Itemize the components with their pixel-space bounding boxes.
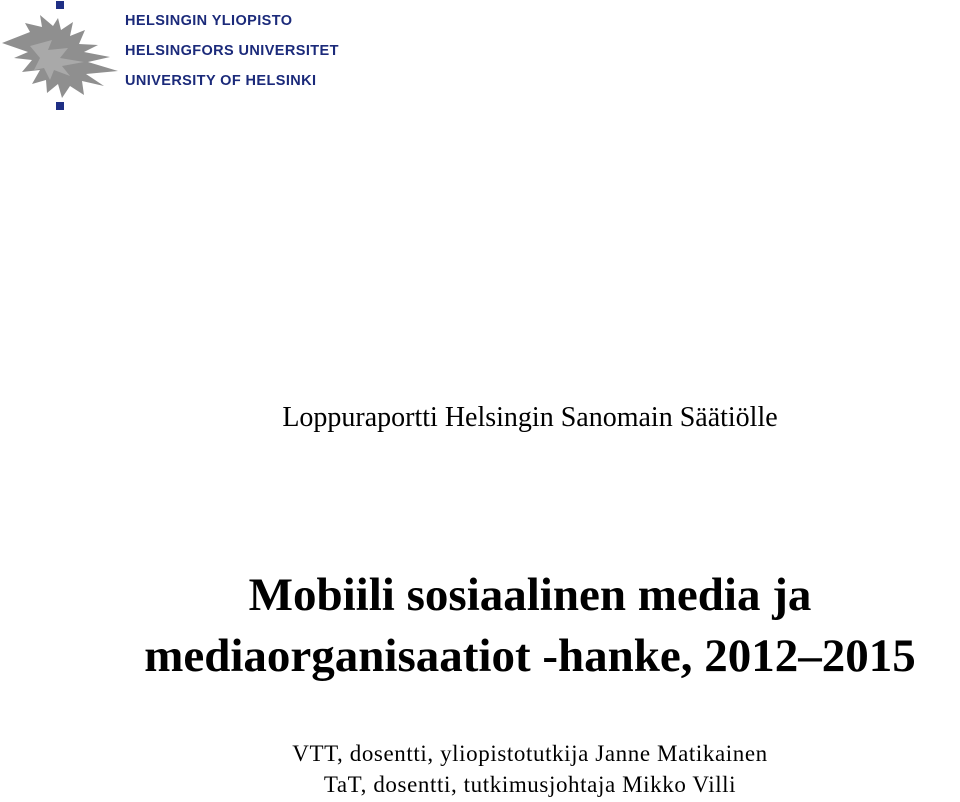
report-title-line-1: Mobiili sosiaalinen media ja: [248, 569, 812, 621]
report-title-line-2: mediaorganisaatiot -hanke, 2012–2015: [144, 630, 916, 682]
author-line-2: TaT, dosentti, tutkimusjohtaja Mikko Villi: [323, 772, 737, 797]
university-seal-icon: [0, 0, 120, 115]
university-name-english: UNIVERSITY OF HELSINKI: [125, 73, 317, 89]
university-name-swedish: HELSINGFORS UNIVERSITET: [125, 43, 339, 59]
author-line-1: VTT, dosentti, yliopistotutkija Janne Matikainen: [292, 741, 768, 766]
university-name-finnish: HELSINGIN YLIOPISTO: [125, 13, 293, 29]
report-subtitle: Loppuraportti Helsingin Sanomain Säätiölle: [282, 402, 778, 433]
university-names: [125, 14, 339, 104]
university-logo: [0, 0, 340, 115]
